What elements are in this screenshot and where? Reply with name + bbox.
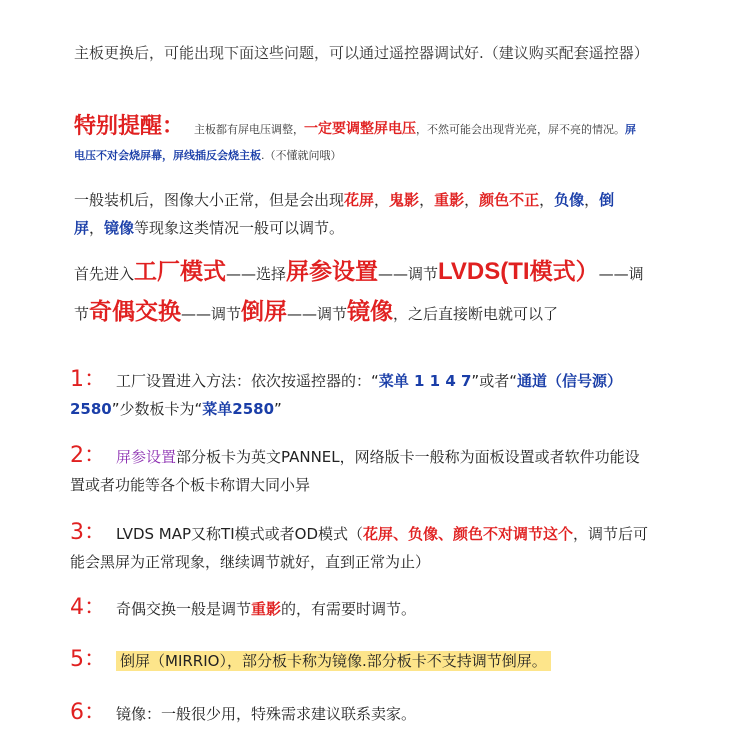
item-2-number: 2： — [70, 443, 106, 468]
item-5 — [70, 646, 650, 675]
item-4-text-c: 的，有需要时调节。 — [281, 600, 417, 618]
item-2 — [70, 442, 650, 499]
general-text-10: 负像 — [554, 191, 585, 209]
item-2-text-a: 屏参设置 — [116, 448, 177, 466]
item-3 — [70, 519, 650, 576]
item-1-text-a: 工厂设置进入方法：依次按遥控器的：“ — [116, 372, 379, 390]
general-text-2: 花屏 — [344, 191, 375, 209]
item-6-number: 6： — [70, 700, 106, 725]
item-1-text-b: 菜单 1 1 4 7 — [378, 372, 472, 390]
general-text-4: 鬼影 — [389, 191, 420, 209]
general-text-14: 镜像 — [104, 219, 135, 237]
item-4-number: 4： — [70, 595, 106, 620]
general-text-1: 一般装机后，图像大小正常，但是会出现 — [74, 191, 345, 209]
general-text-3: ， — [374, 191, 390, 209]
steps-odd-even-swap: 奇偶交换 — [89, 299, 182, 325]
steps-text-10: ——调节 — [181, 305, 242, 323]
item-4-text-a: 奇偶交换一般是调节 — [116, 600, 252, 618]
general-text-8: 颜色不正 — [479, 191, 540, 209]
steps-text-3: ——选择 — [226, 265, 287, 283]
item-4 — [70, 594, 650, 623]
steps-text-1: 首先进入 — [74, 265, 135, 283]
item-6-text-a: 镜像：一般很少用，特殊需求建议联系卖家。 — [116, 705, 417, 723]
general-text-12: 倒屏 — [74, 191, 615, 237]
warning-paragraph — [74, 114, 644, 169]
item-1-text-f: 菜单2580 — [202, 400, 275, 418]
warning-part-5: .（不懂就问哦） — [261, 149, 342, 162]
item-1-text-c: ”或者“ — [471, 372, 517, 390]
item-2-text-b: 部分板卡为英文PANNEL，网络版卡一般称为面板设置或者软件功能设置或者功能等各个板卡称谓大同小异 — [70, 448, 640, 494]
general-text-7: ， — [464, 191, 480, 209]
item-3-text-a: LVDS MAP又称TI模式或者OD模式（ — [116, 525, 364, 543]
general-text-5: ， — [419, 191, 435, 209]
item-4-text-b: 重影 — [251, 600, 282, 618]
general-paragraph — [74, 186, 644, 242]
steps-flip-screen: 倒屏 — [241, 299, 288, 325]
warning-part-1: 主板都有屏电压调整， — [194, 123, 305, 136]
steps-text-5: ——调节 — [378, 265, 439, 283]
warning-part-4: 屏电压不对会烧屏幕，屏线插反会烧主板 — [74, 123, 637, 162]
intro-text: 主板更换后，可能出现下面这些问题，可以通过遥控器调试好.（建议购买配套遥控器） — [74, 44, 649, 62]
item-3-text-b: 花屏、负像、颜色不对调节这个 — [363, 525, 574, 543]
general-text-9: ， — [539, 191, 555, 209]
steps-mirror: 镜像 — [347, 299, 394, 325]
item-6 — [70, 699, 650, 728]
warning-title: 特别提醒： — [74, 114, 185, 139]
steps-text-14: ，之后直接断电就可以了 — [393, 305, 559, 323]
general-text-13: ， — [89, 219, 105, 237]
warning-part-3: ，不然可能会出现背光亮，屏不亮的情况。 — [416, 123, 626, 136]
item-1-number: 1： — [70, 367, 106, 392]
warning-part-2: 一定要调整屏电压 — [304, 121, 417, 137]
general-text-11: ， — [584, 191, 600, 209]
steps-lvds: LVDS(TI — [438, 258, 530, 285]
item-3-number: 3： — [70, 520, 106, 545]
steps-panel-settings: 屏参设置 — [286, 259, 379, 285]
item-1-text-e: ”少数板卡为“ — [111, 400, 203, 418]
steps-mode: 模式） — [529, 259, 599, 285]
item-1-text-g: ” — [274, 400, 282, 418]
item-5-number: 5： — [70, 647, 106, 672]
item-5-highlighted-text: 倒屏（MIRRIO），部分板卡称为镜像.部分板卡不支持调节倒屏。 — [116, 651, 551, 671]
steps-paragraph — [74, 254, 644, 346]
steps-text-8: ——调节 — [74, 265, 644, 323]
steps-factory-mode: 工厂模式 — [134, 259, 227, 285]
item-1-text-d: 通道（信号源）2580 — [70, 372, 622, 418]
general-text-6: 重影 — [434, 191, 465, 209]
general-text-15: 等现象这类情况一般可以调节。 — [134, 219, 345, 237]
item-3-text-c: ，调节后可能会黑屏为正常现象，继续调节就好，直到正常为止） — [70, 525, 649, 571]
steps-text-12: ——调节 — [287, 305, 348, 323]
item-1 — [70, 366, 650, 423]
intro-paragraph — [74, 40, 649, 66]
